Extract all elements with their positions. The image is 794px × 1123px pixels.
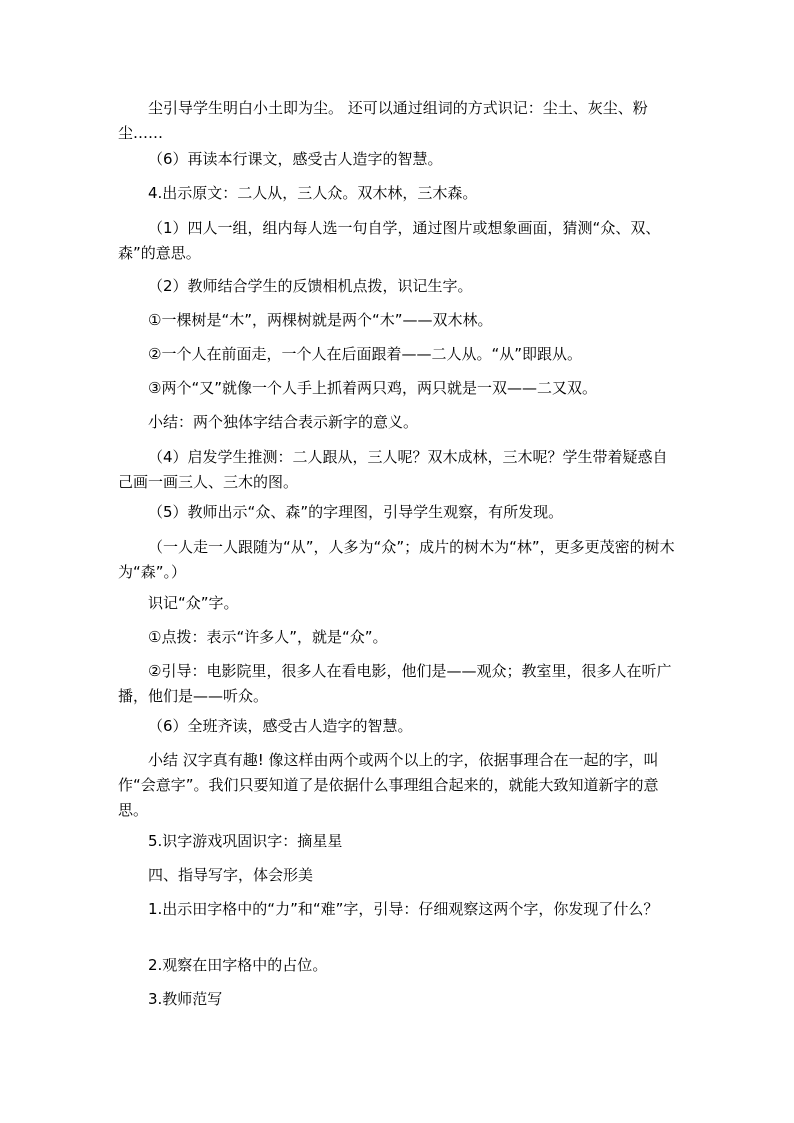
paragraph-zhong-title: 识记“众”字。 [148, 594, 239, 612]
paragraph-zhong-hint: ①点拨：表示“许多人”，就是“众”。 [148, 628, 388, 646]
paragraph-sub-4: （4）启发学生推测：二人跟从，三人呢？双木成林，三木呢？学生带着疑惑自己画一画三人、三木的图。 [118, 448, 668, 491]
paragraph-step-5: 5.识字游戏巩固识字：摘星星 [148, 832, 343, 850]
paragraph-sub-5: （5）教师出示“众、森”的字理图，引导学生观察，有所发现。 [148, 503, 564, 521]
paragraph-item-shuang: ③两个“又”就像一个人手上抓着两只鸡，两只就是一双——二又双。 [148, 379, 597, 397]
paragraph-sub-2: （2）教师结合学生的反馈相机点拨，识记生字。 [148, 277, 473, 295]
paragraph-item-cong: ②一个人在前面走，一个人在后面跟着——二人从。“从”即跟从。 [148, 345, 582, 363]
paragraph-chen-explanation: 尘引导学生明白小土即为尘。 还可以通过组词的方式识记：尘土、灰尘、粉尘…… [118, 99, 648, 142]
paragraph-sub-1: （1）四人一组，组内每人选一句自学，通过图片或想象画面，猜测“众、双、森”的意思。 [118, 219, 661, 262]
paragraph-step-4: 4.出示原文：二人从，三人众。双木林，三木森。 [148, 184, 478, 202]
paragraph-reread-2: （6）全班齐读，感受古人造字的智慧。 [148, 717, 413, 735]
paragraph-summary-2: 小结 汉字真有趣! 像这样由两个或两个以上的字，依据事理合在一起的字，叫作“会意字”。我们只要知道了是依据什么事理组合起来的，就能大致知道新字的意思。 [118, 751, 659, 819]
paragraph-zhong-guide: ②引导：电影院里，很多人在看电影，他们是——观众；教室里，很多人在听广播，他们是——听众。 [118, 662, 672, 705]
paragraph-writing-1: 1.出示田字格中的“力”和“难”字，引导：仔细观察这两个字，你发现了什么？ [148, 900, 659, 918]
paragraph-item-lin: ①一棵树是“木”，两棵树就是两个“木”——双木林。 [148, 311, 493, 329]
paragraph-writing-3: 3.教师范写 [148, 990, 223, 1008]
paragraph-explanation: （一人走一人跟随为“从”，人多为“众”；成片的树木为“林”，更多更茂密的树木为“森”。） [118, 538, 675, 581]
paragraph-summary-1: 小结：两个独体字结合表示新字的意义。 [148, 413, 419, 431]
paragraph-reread-1: （6）再读本行课文，感受古人造字的智慧。 [148, 150, 443, 168]
paragraph-writing-2: 2.观察在田字格中的占位。 [148, 956, 328, 974]
section-heading-4: 四、指导写字，体会形美 [148, 866, 314, 884]
